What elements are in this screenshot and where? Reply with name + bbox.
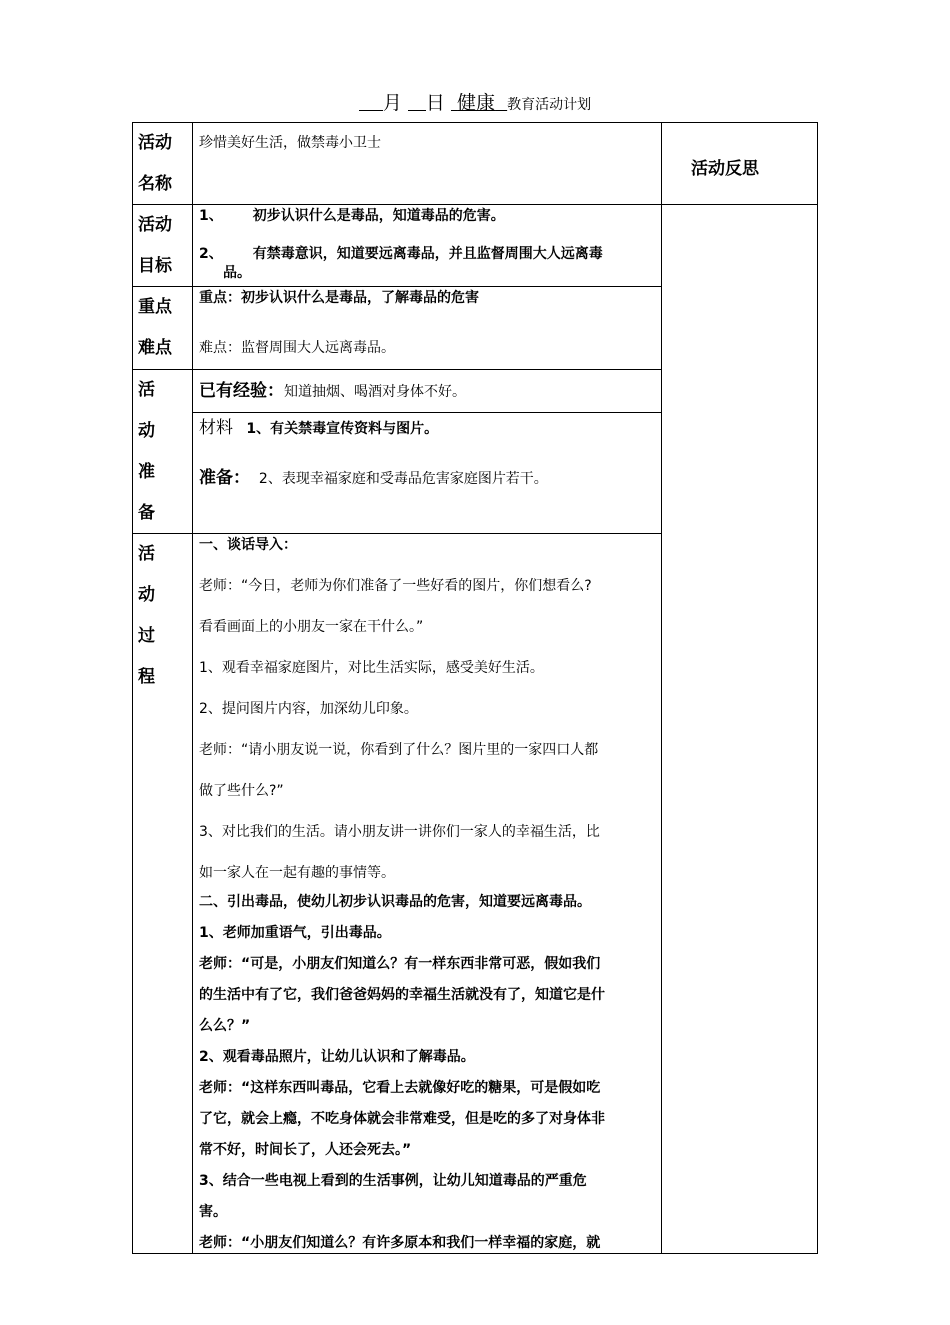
label-keypoints: 重点 难点	[138, 297, 172, 358]
key-point: 重点：初步认识什么是毒品，了解毒品的危害	[199, 290, 479, 306]
process-line: 老师：“可是，小朋友们知道么？有一样东西非常可恶，假如我们	[199, 956, 601, 972]
process-line: 老师：“今日，老师为你们准备了一些好看的图片，你们想看么?	[199, 578, 592, 594]
label-goals: 活动 目标	[138, 215, 172, 276]
header-suffix: 教育活动计划	[507, 97, 592, 113]
label-activity-name: 活动 名称	[138, 133, 172, 194]
label-reflection: 活动反思	[691, 159, 759, 179]
prep-material-1: 材料 1、有关禁毒宣传资料与图片。	[199, 418, 439, 438]
table-divider-label	[192, 122, 193, 1253]
process-line: 3、结合一些电视上看到的生活事例，让幼儿知道毒品的严重危	[199, 1173, 587, 1189]
table-border-top	[132, 122, 818, 123]
difficult-point: 难点：监督周围大人远离毒品。	[199, 340, 395, 356]
goal-item-2: 2、 有禁毒意识，知道要远离毒品，并且监督周围大人远离毒 品。	[199, 246, 603, 281]
subject: 健康	[457, 92, 496, 114]
month-label: 月	[382, 92, 402, 114]
process-line: 二、引出毒品，使幼儿初步认识毒品的危害，知道要远离毒品。	[199, 894, 591, 910]
process-line: 了它，就会上瘾，不吃身体就会非常难受，但是吃的多了对身体非	[199, 1111, 605, 1127]
row-divider-2	[132, 286, 662, 287]
process-line: 的生活中有了它，我们爸爸妈妈的幸福生活就没有了，知道它是什	[199, 987, 605, 1003]
goal-item-1: 1、 初步认识什么是毒品，知道毒品的危害。	[199, 208, 505, 224]
row-divider-3	[132, 369, 662, 370]
process-line: 么么？”	[199, 1018, 251, 1034]
label-process: 活 动 过 程	[138, 544, 155, 687]
process-line: 做了些什么?”	[199, 783, 284, 799]
page-header	[0, 88, 950, 115]
process-line: 害。	[199, 1204, 227, 1220]
process-line: 一、谈话导入：	[199, 537, 297, 553]
process-line: 老师：“请小朋友说一说，你看到了什么？图片里的一家四口人都	[199, 742, 599, 758]
activity-name: 珍惜美好生活，做禁毒小卫士	[199, 135, 381, 151]
process-line: 3、对比我们的生活。请小朋友讲一讲你们一家人的幸福生活，比	[199, 824, 600, 840]
process-section-b	[199, 887, 659, 1259]
process-line: 看看画面上的小朋友一家在干什么。”	[199, 619, 424, 635]
month-blank	[359, 92, 383, 111]
prep-experience: 已有经验：知道抽烟、喝酒对身体不好。	[199, 381, 466, 401]
process-section-a	[199, 525, 659, 894]
process-line: 老师：“小朋友们知道么？有许多原本和我们一样幸福的家庭，就	[199, 1235, 601, 1251]
process-line: 1、观看幸福家庭图片，对比生活实际，感受美好生活。	[199, 660, 544, 676]
day-blank	[408, 92, 426, 111]
process-line: 常不好，时间长了，人还会死去。”	[199, 1142, 412, 1158]
day-label: 日	[425, 92, 445, 114]
prep-material-2: 准备： 2、表现幸福家庭和受毒品危害家庭图片若干。	[199, 468, 548, 488]
table-border-right	[817, 122, 818, 1253]
process-line: 2、提问图片内容，加深幼儿印象。	[199, 701, 418, 717]
process-line: 如一家人在一起有趣的事情等。	[199, 865, 395, 881]
table-border-left	[132, 122, 133, 1253]
process-line: 2、观看毒品照片，让幼儿认识和了解毒品。	[199, 1049, 475, 1065]
process-line: 1、老师加重语气，引出毒品。	[199, 925, 391, 941]
row-divider-prep	[192, 412, 662, 413]
label-prep: 活 动 准 备	[138, 380, 155, 523]
process-line: 老师：“这样东西叫毒品，它看上去就像好吃的糖果，可是假如吃	[199, 1080, 601, 1096]
table-divider-reflection	[661, 122, 662, 1253]
